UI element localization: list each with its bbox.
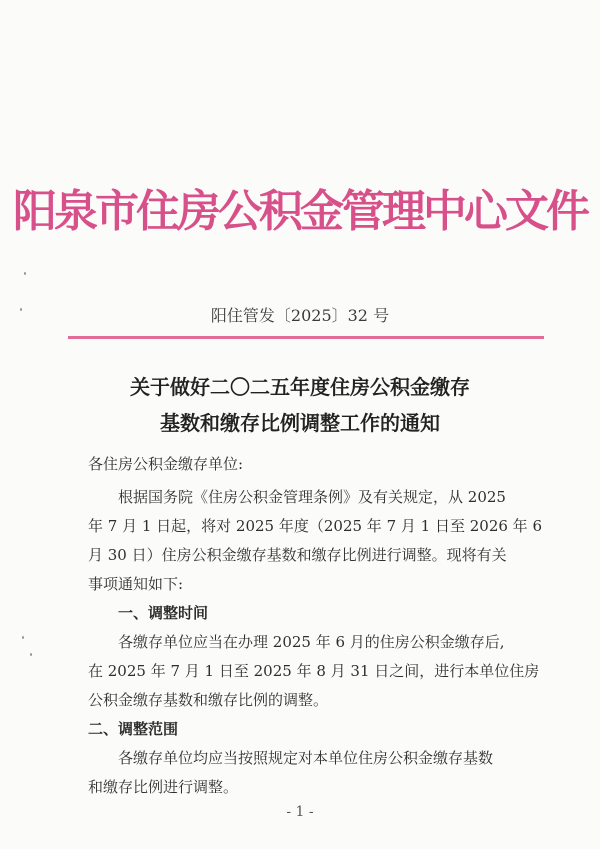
scan-speck xyxy=(20,308,22,311)
section-2-line-2: 和缴存比例进行调整。 xyxy=(88,778,239,796)
red-separator-line xyxy=(68,336,544,339)
page-number: - 1 - xyxy=(286,804,314,820)
section-1-heading: 一、调整时间 xyxy=(118,604,209,622)
notice-title-line-2: 基数和缴存比例调整工作的通知 xyxy=(160,411,440,435)
document-number: 阳住管发〔2025〕32 号 xyxy=(210,306,390,325)
salutation: 各住房公积金缴存单位: xyxy=(88,455,244,473)
section-1-line-2: 在 2025 年 7 月 1 日至 2025 年 8 月 31 日之间，进行本单位住房 xyxy=(88,662,540,680)
scan-speck xyxy=(30,653,32,656)
scan-speck xyxy=(24,272,26,275)
notice-title-line-1: 关于做好二〇二五年度住房公积金缴存 xyxy=(130,375,470,399)
section-2-heading: 二、调整范围 xyxy=(88,720,179,738)
section-1-line-3: 公积金缴存基数和缴存比例的调整。 xyxy=(88,691,329,709)
section-2-line-1: 各缴存单位均应当按照规定对本单位住房公积金缴存基数 xyxy=(118,749,494,767)
paragraph-1-line-3: 月 30 日）住房公积金缴存基数和缴存比例进行调整。现将有关 xyxy=(88,546,507,564)
section-1-line-1: 各缴存单位应当在办理 2025 年 6 月的住房公积金缴存后, xyxy=(118,633,505,651)
paragraph-1-line-2: 年 7 月 1 日起，将对 2025 年度（2025 年 7 月 1 日至 2026 年 6 xyxy=(88,517,542,535)
paragraph-1-line-1: 根据国务院《住房公积金管理条例》及有关规定，从 2025 xyxy=(118,488,506,506)
scan-speck xyxy=(22,636,24,639)
issuer-masthead: 阳泉市住房公积金管理中心文件 xyxy=(13,186,587,237)
paragraph-1-line-4: 事项通知如下: xyxy=(88,575,184,593)
